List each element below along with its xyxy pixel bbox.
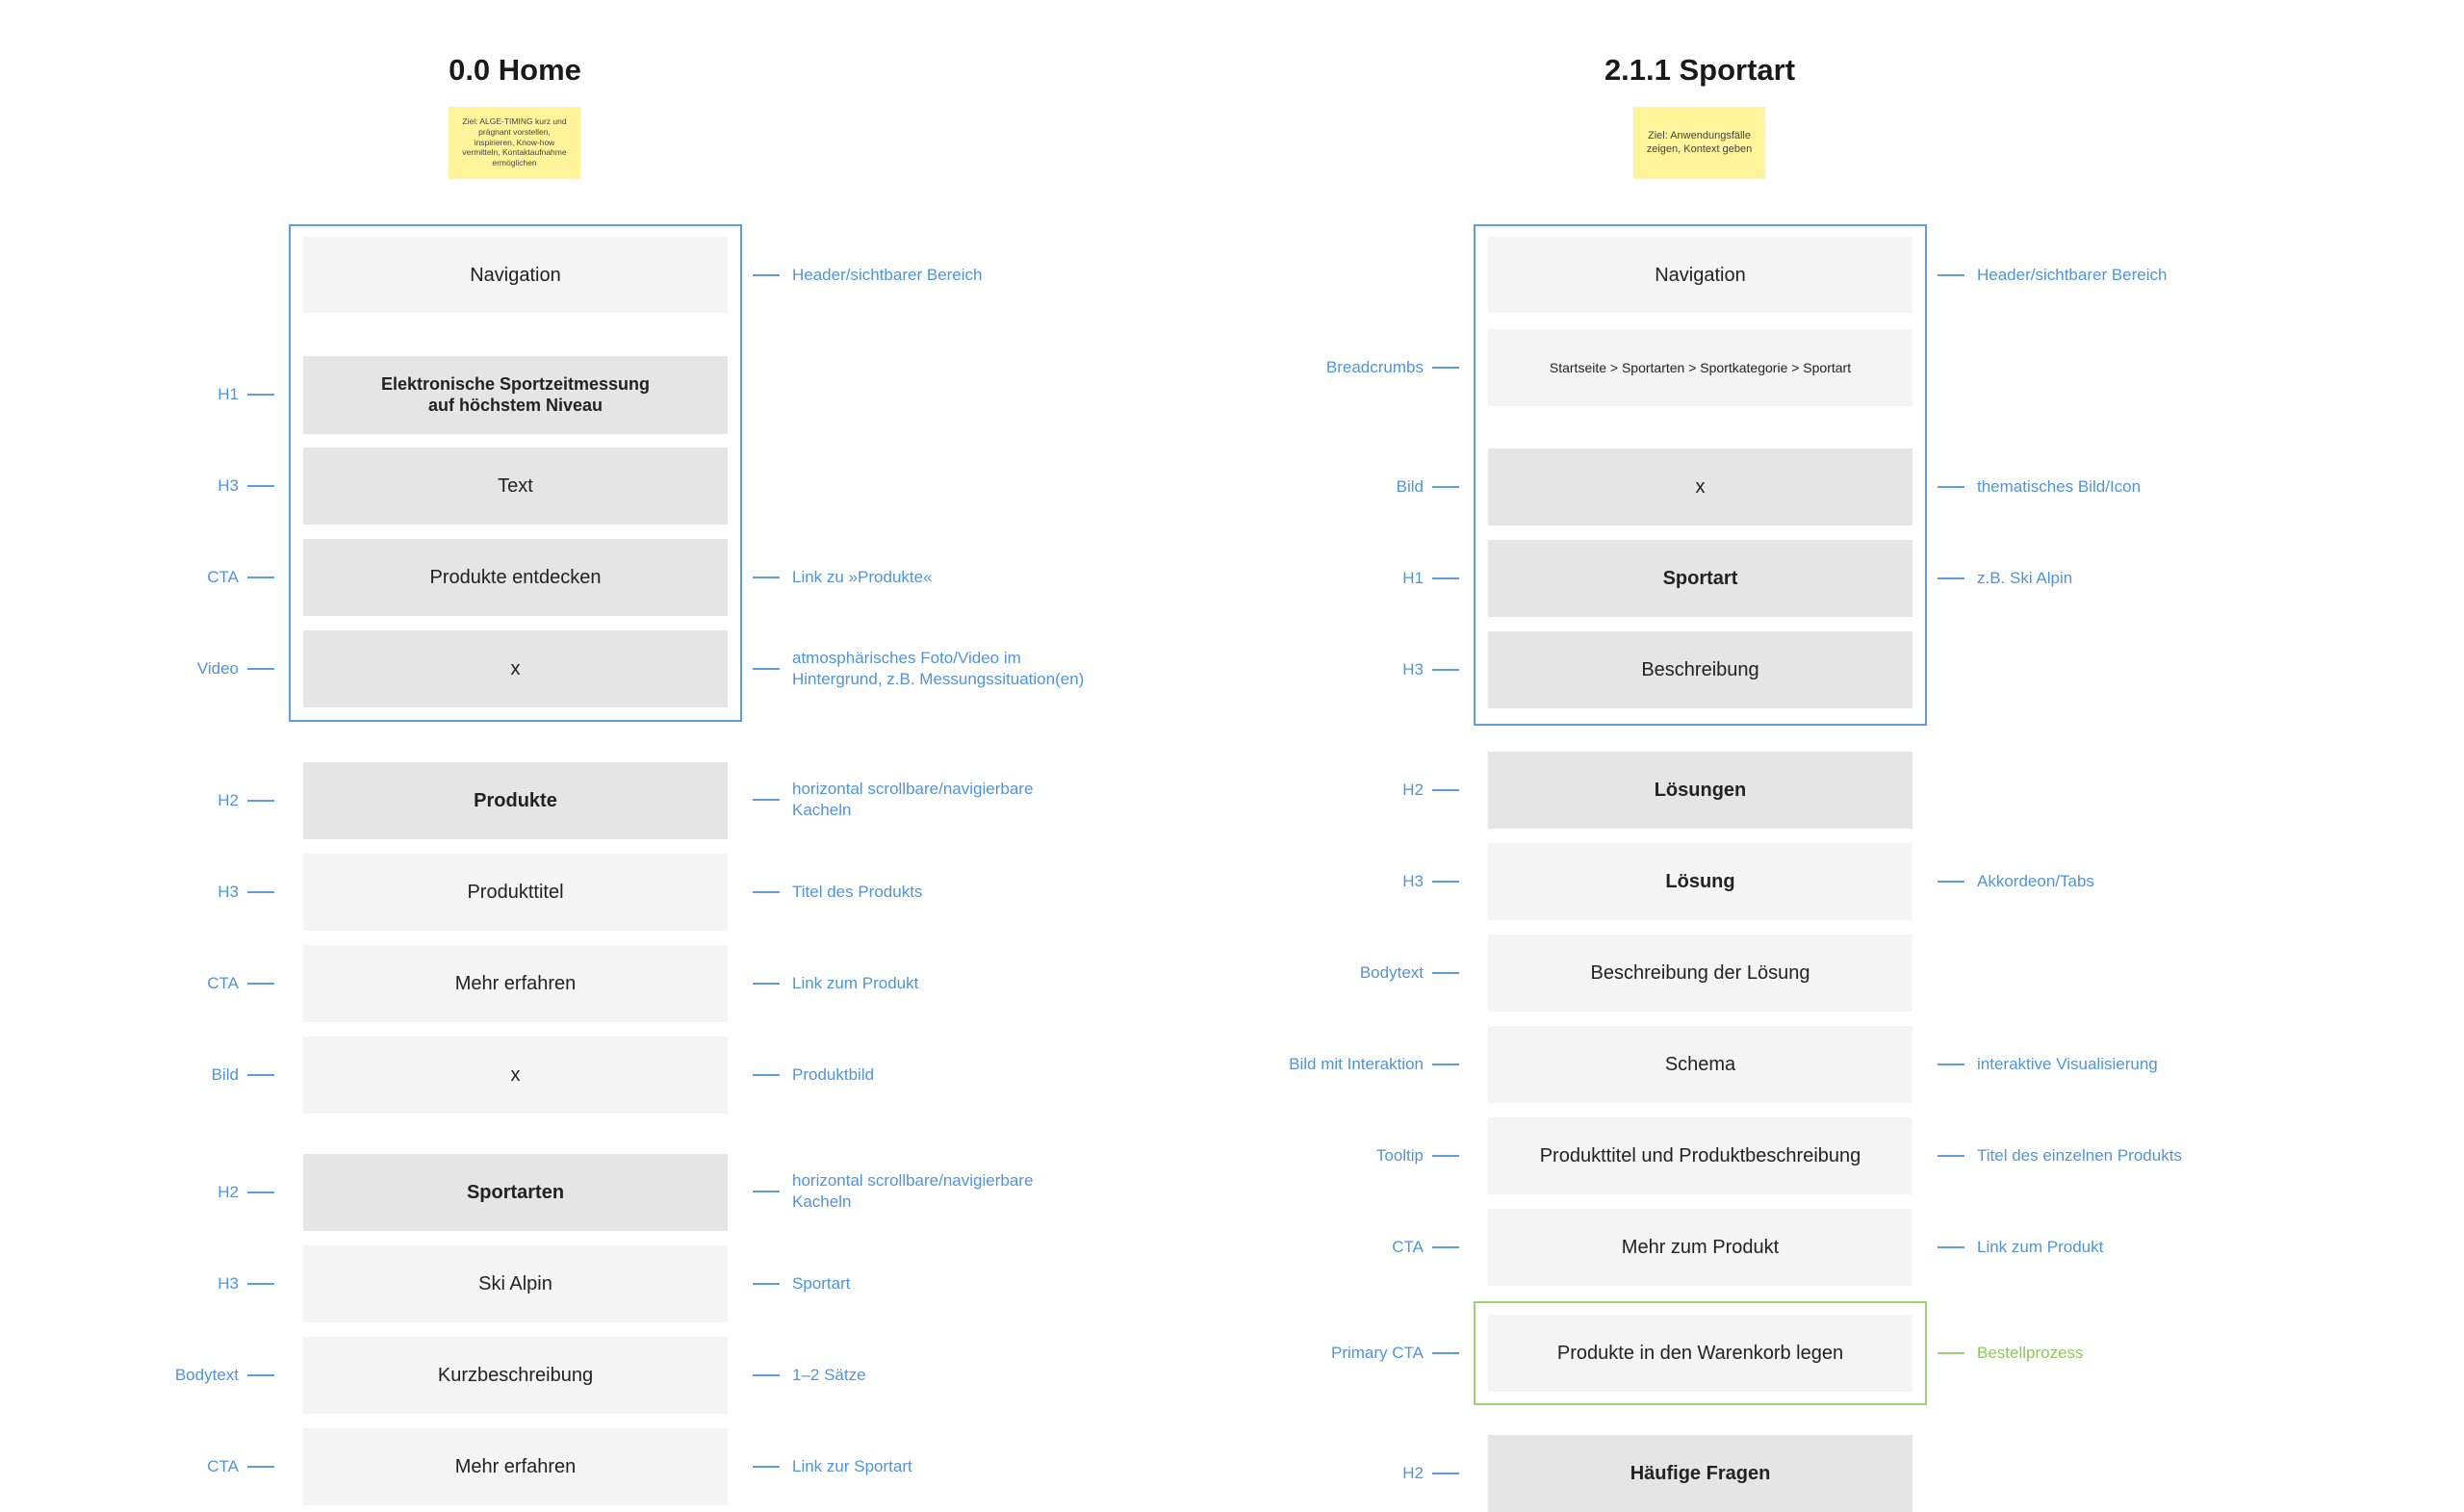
sportart-note-navigation [1938,264,2167,287]
home-navigation-block: Navigation [303,237,728,313]
connector-line [247,800,274,802]
home-page-title: 0.0 Home [449,53,581,87]
home-note-kurzbeschreibung [753,1364,866,1387]
home-note-navigation [753,264,982,287]
sportart-note-mehr-zum-produkt [1938,1236,2103,1259]
sportart-mehr-zum-produkt-block: Mehr zum Produkt [1488,1209,1912,1286]
connector-line [247,1074,274,1076]
connector-line [753,1283,780,1285]
connector-line [1938,1155,1964,1157]
note-text: Link zu »Produkte« [792,567,933,586]
note-text: z.B. Ski Alpin [1977,568,2073,587]
home-note-sportart-cta [753,1455,912,1478]
note-text: thematisches Bild/Icon [1977,476,2142,496]
sportart-breadcrumbs-block: Startseite > Sportarten > Sportkategorie > Sportart [1488,329,1912,406]
home-goal-sticky-note: Ziel: ALGE-TIMING kurz und prägnant vorstellen, inspirieren, Know-how vermitteln, Kontaktaufnahme ermöglichen [449,107,580,178]
connector-line [1432,881,1459,883]
connector-line [1432,972,1459,974]
sportart-tag-bild-interaktion [1203,1053,1459,1076]
connector-line [1938,1352,1964,1354]
tag-text: H1 [1402,569,1424,587]
connector-line [1432,789,1459,791]
sportart-beschreibung-block: Beschreibung [1488,631,1912,708]
tag-text: Bodytext [174,1366,239,1384]
connector-line [753,577,780,578]
tag-text: H2 [218,791,239,809]
home-produkttitel-block: Produkttitel [303,854,728,931]
note-text: Titel des einzelnen Produkts [1977,1145,2182,1165]
home-note-hero-cta [753,566,933,589]
connector-line [247,1374,274,1376]
sportart-note-produkttitel [1938,1144,2182,1167]
connector-line [1938,274,1964,276]
tag-text: CTA [207,1457,239,1475]
connector-line [247,577,274,578]
tag-text: H3 [218,883,239,901]
tag-text: H1 [218,385,239,403]
home-tag-h3-sportart [77,1272,274,1295]
sportart-page-title: 2.1.1 Sportart [1604,53,1796,87]
connector-line [753,668,780,670]
sportart-note-loesung [1938,870,2094,893]
connector-line [753,891,780,893]
home-tag-h3-produkt [77,881,274,904]
note-text: Link zur Sportart [792,1456,912,1475]
tag-text: CTA [1392,1238,1424,1256]
note-text: horizontal scrollbare/navigierbare Kacheln [792,1170,1034,1211]
sportart-tag-breadcrumbs [1203,356,1459,379]
connector-line [753,1074,780,1076]
tag-text: Video [196,659,239,678]
sportart-bild-block: x [1488,448,1912,525]
tag-text: H3 [218,476,239,495]
sportart-note-sportart [1938,567,2072,590]
home-sportarten-heading-block: Sportarten [303,1154,728,1231]
home-note-produkte [753,778,1033,822]
connector-line [1432,577,1459,579]
sportart-note-bild [1938,475,2141,499]
sportart-goal-sticky-note: Ziel: Anwendungsfälle zeigen, Kontext geben [1633,107,1765,178]
home-tag-bodytext [77,1364,274,1387]
home-sportart-cta-block: Mehr erfahren [303,1428,728,1505]
sportart-loesung-block: Lösung [1488,843,1912,920]
tag-text: Bild mit Interaktion [1289,1055,1424,1073]
connector-line [753,1191,780,1192]
tag-text: CTA [207,568,239,586]
home-tag-h2-produkte [77,789,274,812]
home-tag-h2-sportarten [77,1181,274,1204]
sportart-tag-bild [1203,475,1459,499]
connector-line [1432,1352,1459,1354]
tag-text: H3 [1402,872,1424,890]
note-text: Akkordeon/Tabs [1977,871,2094,890]
tag-text: H3 [1402,660,1424,679]
tag-text: Breadcrumbs [1325,358,1424,376]
connector-line [753,274,780,276]
note-text: horizontal scrollbare/navigierbare Kacheln [792,779,1034,819]
sportart-note-warenkorb [1938,1342,2084,1365]
note-text: Sportart [792,1273,851,1293]
home-tag-cta-produkt [77,972,274,995]
sportart-tag-h1 [1203,567,1459,590]
sportart-tag-bodytext [1203,961,1459,985]
connector-line [753,1374,780,1376]
connector-line [247,891,274,893]
home-produkte-heading-block: Produkte [303,762,728,839]
home-ski-alpin-block: Ski Alpin [303,1245,728,1322]
sportart-tag-h2-fragen [1203,1462,1459,1485]
sportart-tag-h2-loesungen [1203,779,1459,802]
home-hero-heading-block: Elektronische Sportzeitmessung auf höchstem Niveau [303,356,728,434]
home-tag-h1 [77,383,274,406]
note-text: interaktive Visualisierung [1977,1054,2158,1073]
home-note-ski-alpin [753,1272,850,1295]
note-text: Link zum Produkt [792,973,919,992]
tag-text: H2 [218,1183,239,1201]
connector-line [1938,881,1964,883]
connector-line [1432,1246,1459,1248]
tag-text: CTA [207,974,239,992]
connector-line [1432,1473,1459,1474]
home-hero-cta-block: Produkte entdecken [303,539,728,616]
connector-line [247,1192,274,1193]
tag-text: H2 [1402,1464,1424,1482]
tag-text: Bild [1396,477,1424,496]
sportart-loesungen-heading-block: Lösungen [1488,752,1912,829]
home-tag-cta-sportart [77,1455,274,1478]
home-tag-bild [77,1064,274,1087]
sportart-navigation-block: Navigation [1488,237,1912,313]
connector-line [247,394,274,396]
home-tag-video [77,657,274,680]
note-text: atmosphärisches Foto/Video im Hintergrund, z.B. Messungssituation(en) [792,648,1085,688]
tag-text: H2 [1402,781,1424,799]
home-tag-h3-text [77,474,274,498]
sportart-warenkorb-block: Produkte in den Warenkorb legen [1488,1315,1912,1392]
sportart-note-schema [1938,1053,2158,1076]
connector-line [1432,367,1459,369]
sportart-produkttitel-block: Produkttitel und Produktbeschreibung [1488,1117,1912,1194]
sportart-haeufige-fragen-block: Häufige Fragen [1488,1435,1912,1512]
sportart-tag-h3-loesung [1203,870,1459,893]
home-produkt-cta-block: Mehr erfahren [303,945,728,1022]
home-kurzbeschreibung-block: Kurzbeschreibung [303,1337,728,1414]
home-note-produkt-cta [753,972,918,995]
note-text: Produktbild [792,1064,875,1084]
home-tag-cta-hero [77,566,274,589]
note-text: Header/sichtbarer Bereich [792,265,983,284]
sportart-tag-tooltip [1203,1144,1459,1167]
connector-line [1938,486,1964,488]
connector-line [247,668,274,670]
sportart-tag-cta [1203,1236,1459,1259]
connector-line [1432,486,1459,488]
connector-line [1938,1064,1964,1065]
tag-text: Primary CTA [1330,1344,1424,1362]
sportart-tag-h3-beschreibung [1203,658,1459,681]
connector-line [247,485,274,487]
connector-line [1432,669,1459,671]
note-text: Link zum Produkt [1977,1237,2104,1256]
home-produkt-bild-block: x [303,1037,728,1114]
tag-text: Bild [211,1065,239,1084]
tag-text: Tooltip [1375,1146,1424,1165]
connector-line [247,1283,274,1285]
connector-line [1938,1246,1964,1248]
sportart-tag-primary-cta [1203,1342,1459,1365]
sportart-heading-block: Sportart [1488,540,1912,617]
home-note-produkttitel [753,881,922,904]
home-hero-text-block: Text [303,448,728,525]
note-text: Header/sichtbarer Bereich [1977,265,2168,284]
connector-line [247,1466,274,1468]
home-note-sportarten [753,1169,1033,1214]
note-text: Bestellprozess [1977,1343,2084,1362]
connector-line [753,1466,780,1468]
connector-line [1432,1064,1459,1065]
tag-text: Bodytext [1359,963,1424,982]
connector-line [1938,577,1964,579]
home-note-produktbild [753,1064,874,1087]
sportart-schema-block: Schema [1488,1026,1912,1103]
note-text: Titel des Produkts [792,882,923,901]
home-hero-video-block: x [303,630,728,707]
note-text: 1–2 Sätze [792,1365,866,1384]
connector-line [1432,1155,1459,1157]
sportart-beschreibung-loesung-block: Beschreibung der Lösung [1488,935,1912,1012]
home-note-hero-video [753,647,1084,691]
connector-line [753,799,780,801]
connector-line [247,983,274,985]
connector-line [753,983,780,985]
tag-text: H3 [218,1274,239,1293]
